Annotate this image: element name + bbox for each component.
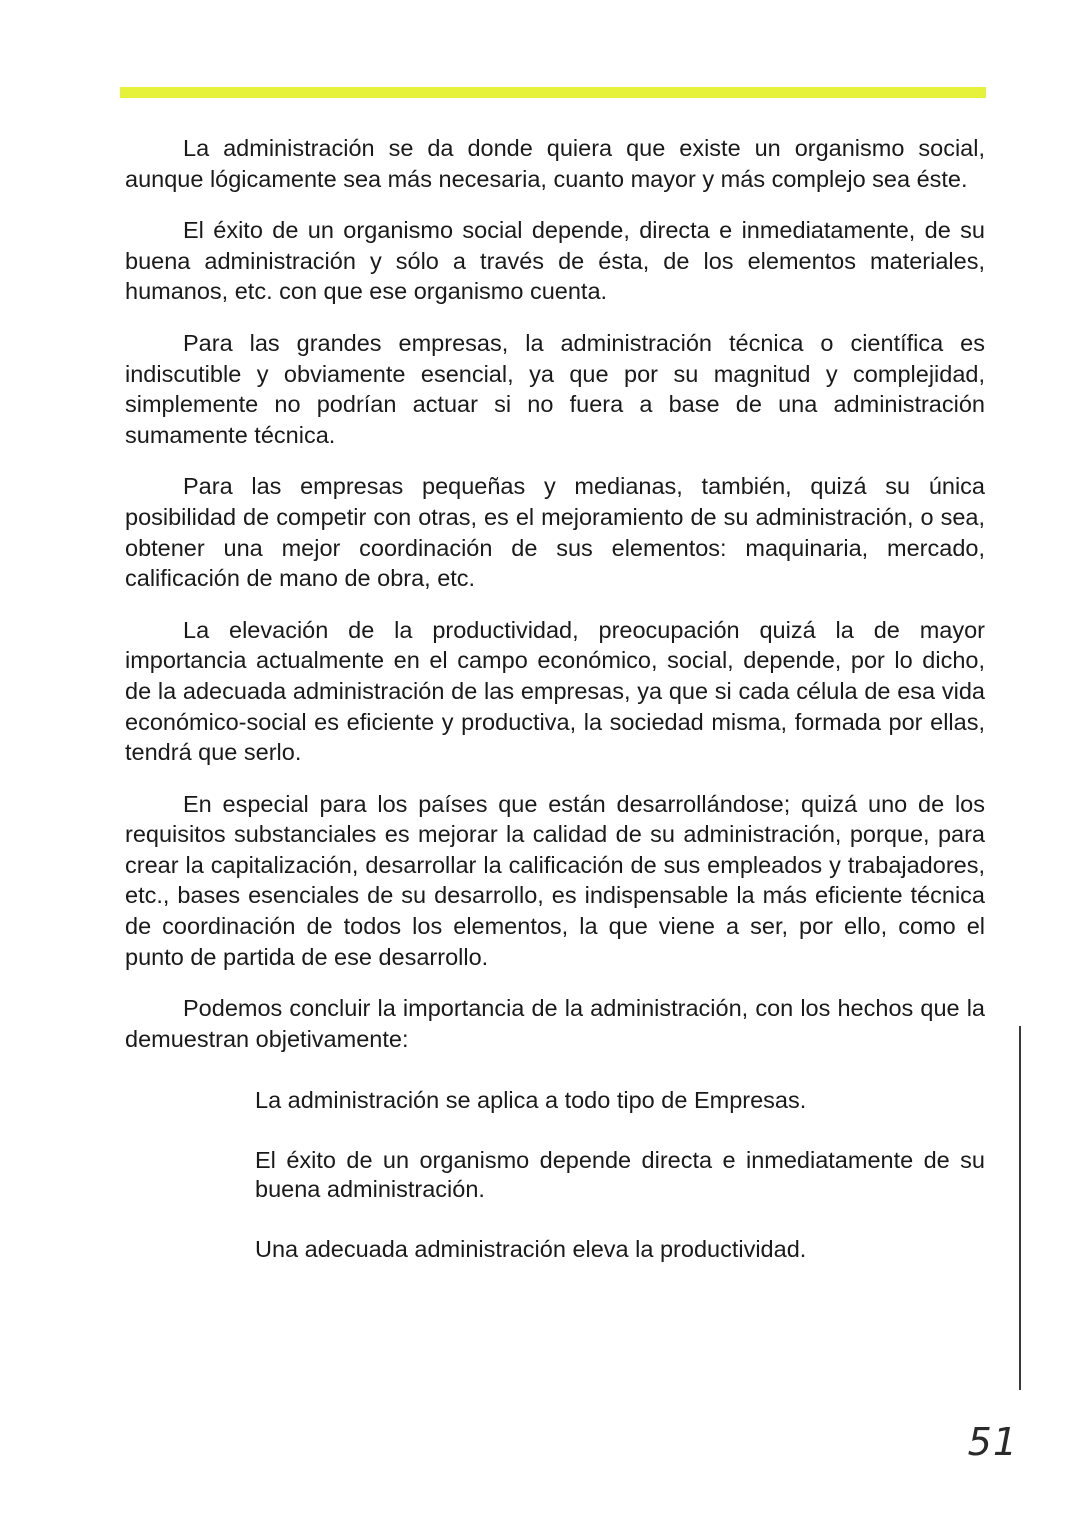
header-accent-bar xyxy=(120,87,986,98)
page-body xyxy=(125,133,985,1294)
paragraph: La elevación de la productividad, preocupación quizá la de mayor importancia actualmente en el campo económico, social, depende, por lo dicho, de la adecuada administración de las empresas, ya que si cada célula de esa vida económico-social es eficiente y productiva, la sociedad misma, formada por ellas, tendrá que serlo. xyxy=(125,616,985,766)
page-number: 51 xyxy=(967,1420,1018,1464)
list-item: El éxito de un organismo depende directa e inmediatamente de su buena administración. xyxy=(255,1146,985,1203)
paragraph: La administración se da donde quiera que existe un organismo social, aunque lógicamente sea más necesaria, cuanto mayor y más complejo sea éste. xyxy=(125,135,985,192)
conclusions-list xyxy=(255,1086,985,1264)
list-item: La administración se aplica a todo tipo de Empresas. xyxy=(255,1087,807,1114)
list-item: Una adecuada administración eleva la productividad. xyxy=(255,1235,807,1262)
margin-rule xyxy=(1019,1026,1021,1390)
paragraph: Podemos concluir la importancia de la administración, con los hechos que la demuestran objetivamente: xyxy=(125,995,985,1052)
paragraph: Para las empresas pequeñas y medianas, también, quizá su única posibilidad de competir con otras, es el mejoramiento de su administración, o sea, obtener una mejor coordinación de sus elementos: maquinaria, mercado, calificación de mano de obra, etc. xyxy=(125,473,985,592)
paragraph: El éxito de un organismo social depende, directa e inmediatamente, de su buena administración y sólo a través de ésta, de los elementos materiales, humanos, etc. con que ese organismo cuenta. xyxy=(125,217,985,305)
paragraph: Para las grandes empresas, la administración técnica o científica es indiscutible y obviamente esencial, ya que por su magnitud y complejidad, simplemente no podrían actuar si no fuera a base de una administración sumamente técnica. xyxy=(125,329,985,448)
paragraph: En especial para los países que están desarrollándose; quizá uno de los requisitos substanciales es mejorar la calidad de su administración, porque, para crear la capitalización, desarrollar la calificación de sus empleados y trabajadores, etc., bases esenciales de su desarrollo, es indispensable la más eficiente técnica de coordinación de todos los elementos, la que viene a ser, por ello, como el punto de partida de ese desarrollo. xyxy=(125,790,985,970)
